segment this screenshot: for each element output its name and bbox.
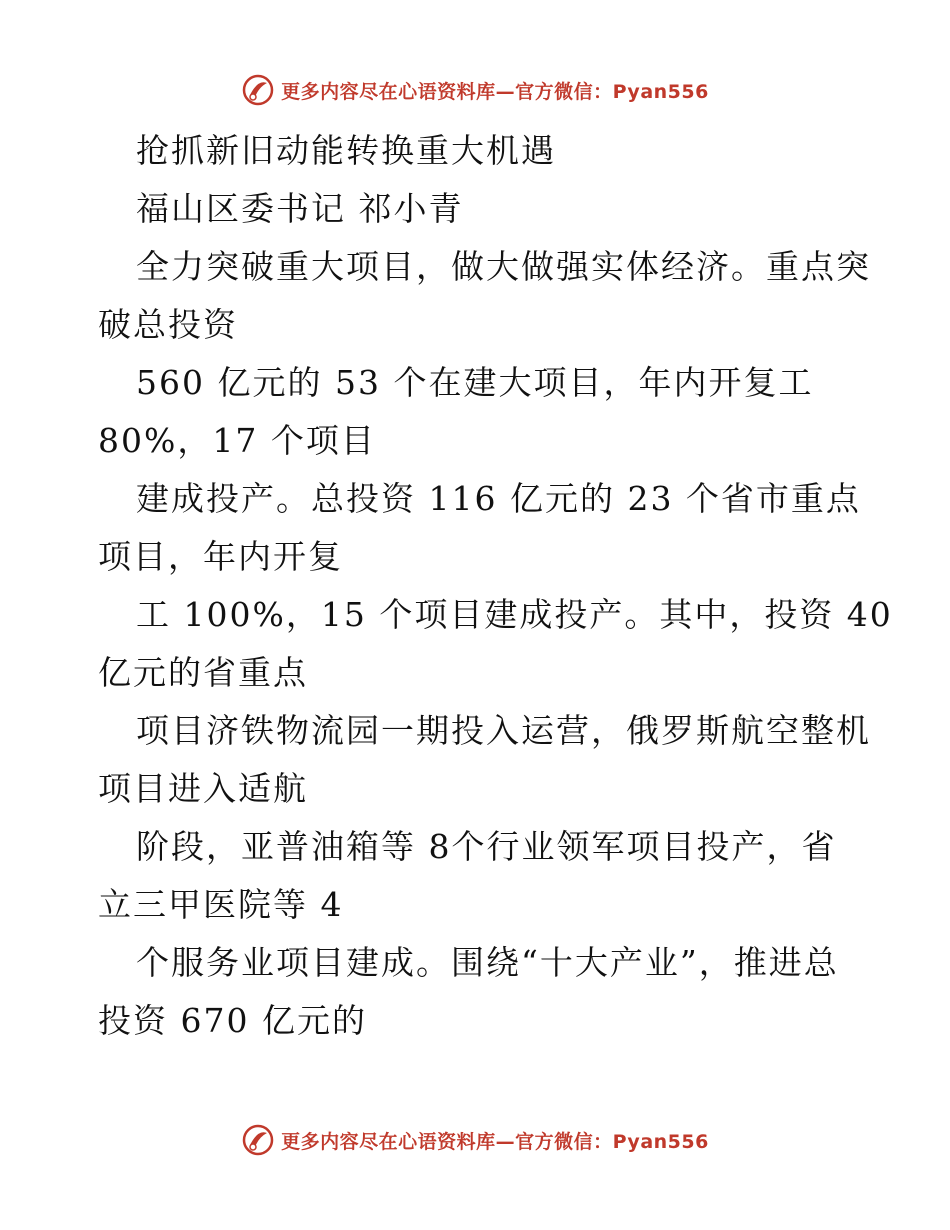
banner-text: 更多内容尽在心语资料库—官方微信：Pyan556 [281, 80, 709, 103]
document-body [98, 122, 893, 1050]
banner-text: 更多内容尽在心语资料库—官方微信：Pyan556 [281, 1130, 709, 1153]
text-line: 建成投产。总投资 116 亿元的 23 个省市重点 [136, 479, 861, 518]
header-banner [0, 70, 950, 110]
text-line: 80%，17 个项目 [98, 421, 376, 460]
text-line: 项目，年内开复 [98, 537, 343, 576]
text-line: 工 100%，15 个项目建成投产。其中，投资 40 [136, 595, 893, 634]
text-line: 个服务业项目建成。围绕“十大产业”，推进总 [136, 943, 839, 982]
text-line: 投资 670 亿元的 [98, 1001, 367, 1040]
text-line: 立三甲医院等 4 [98, 885, 344, 924]
text-line: 阶段，亚普油箱等 8个行业领军项目投产，省 [136, 827, 837, 866]
footer-banner [0, 1120, 950, 1160]
text-line: 项目进入适航 [98, 769, 308, 808]
text-line: 亿元的省重点 [98, 653, 308, 692]
text-line: 全力突破重大项目，做大做强实体经济。重点突 [136, 247, 871, 286]
logo-icon [241, 1123, 275, 1157]
text-line: 福山区委书记 祁小青 [136, 189, 464, 228]
text-line: 抢抓新旧动能转换重大机遇 [136, 131, 556, 170]
text-line: 破总投资 [98, 305, 238, 344]
text-line: 项目济铁物流园一期投入运营，俄罗斯航空整机 [136, 711, 871, 750]
text-line: 560 亿元的 53 个在建大项目，年内开复工 [136, 363, 814, 402]
logo-icon [241, 73, 275, 107]
